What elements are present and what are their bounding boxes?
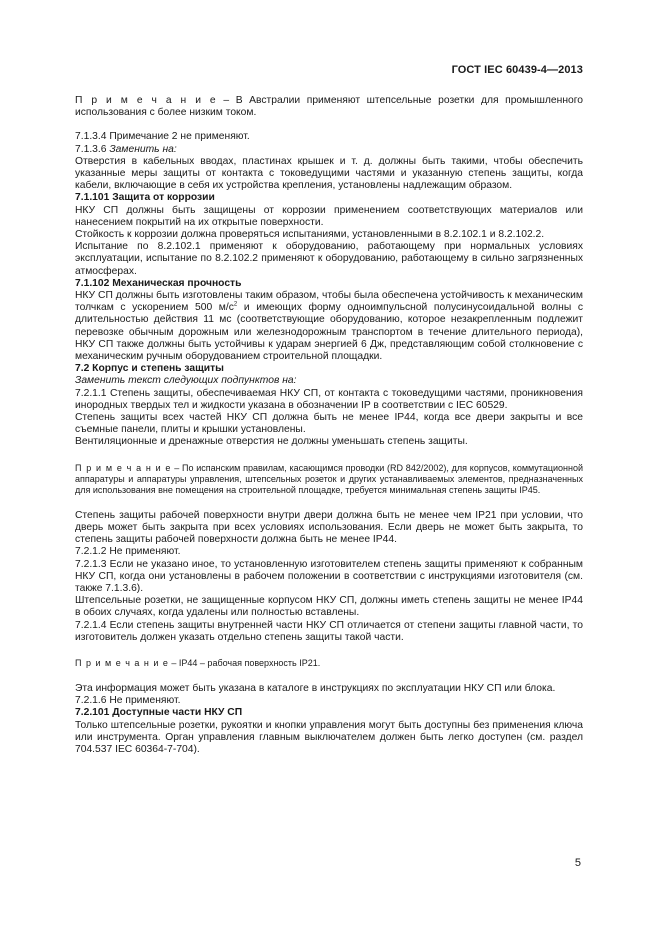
mech-superscript: 2 (233, 301, 238, 308)
note-text: – В Австралии применяют штепсельные розетки для промышленного использования с более низким током. (75, 95, 583, 119)
paragraph-corrosion-2: Стойкость к коррозии должна проверяться испытаниями, установленными в 8.2.102.1 и 8.2.102.2. (75, 229, 545, 241)
heading-7-2-101: 7.2.101 Доступные части НКУ СП (75, 707, 243, 719)
paragraph-corrosion-3: Испытание по 8.2.102.1 применяют к оборудованию, работающему при нормальных условиях эксплуатации, испытание по 8.2.102.2 применяют к оборудованию, работающему в сильно загрязненных атмосферах. (75, 241, 583, 277)
replace-instruction: Заменить текст следующих подпунктов на: (75, 375, 297, 387)
note-label: П р и м е ч а н и е (75, 95, 217, 106)
paragraph-openings: Отверстия в кабельных вводах, пластинах крышек и т. д. должны быть такими, чтобы обеспечить указанные меры защиты от контакта с токоведущими частями и указанную степень защиты, когда кабели, включающие в себя их устройства крепления, установлены надлежащим образом. (75, 155, 583, 192)
heading-7-1-101: 7.1.101 Защита от коррозии (75, 192, 215, 204)
paragraph-ventilation: Вентиляционные и дренажные отверстия не должны уменьшать степень защиты. (75, 436, 468, 448)
mech-text-a: НКУ СП должны быть изготовлены таким образом, чтобы была обеспечена устойчивость к механическим толчкам с ускорением 500 м/с (75, 290, 583, 314)
note-spain (75, 463, 583, 496)
heading-7-1-102: 7.1.102 Механическая прочность (75, 277, 242, 289)
note-text: – IP44 – рабочая поверхность IP21. (168, 657, 321, 668)
clause-7-1-3-4: 7.1.3.4 Примечание 2 не применяют. (75, 131, 250, 143)
note-label: П р и м е ч а н и е (75, 462, 172, 473)
clause-number: 7.1.3.6 (75, 143, 110, 155)
page-number: 5 (574, 857, 581, 869)
paragraph-sockets: Штепсельные розетки, не защищенные корпусом НКУ СП, должны иметь степень защиты не менее IP44 в обоих случаях, когда удалены или полностью вставлены. (75, 595, 583, 619)
paragraph-information: Эта информация может быть указана в каталоге в инструкциях по эксплуатации НКУ СП или блока. (75, 682, 556, 694)
paragraph-mechanical (75, 290, 583, 363)
paragraph-ip44: Степень защиты всех частей НКУ СП должна быть не менее IP44, когда все двери закрыты и все съемные панели, плиты и крышки установлены. (75, 412, 583, 436)
clause-7-2-1-6: 7.2.1.6 Не применяют. (75, 695, 181, 707)
clause-7-2-1-1: 7.2.1.1 Степень защиты, обеспечиваемая НКУ СП, от контакта с токоведущими частями, проникновения инородных твердых тел и жидкости указана в обозначении IP в соответствии с IEC 60529. (75, 387, 583, 411)
note-label: П р и м е ч а н и е (75, 657, 169, 668)
clause-instruction: Заменить на: (109, 143, 177, 155)
clause-7-1-3-6 (75, 144, 583, 156)
heading-7-2: 7.2 Корпус и степень защиты (75, 363, 224, 375)
clause-7-2-1-3: 7.2.1.3 Если не указано иное, то установленную изготовителем степень защиты применяют к собранным НКУ СП, когда они установлены в рабочем положении в соответствии с инструкциями изготовителя (см. также 7.1.3.6). (75, 558, 583, 594)
note-ip44 (75, 658, 583, 669)
clause-7-2-1-4: 7.2.1.4 Если степень защиты внутренней части НКУ СП отличается от степени защиты главной части, то изготовитель должен указать отдельно степень защиты такой части. (75, 619, 583, 643)
note-text: – По испанским правилам, касающимся проводки (RD 842/2002), для корпусов, коммутационной аппаратуры и аппаратуры управления, штепсельных розеток и других устанавливаемых элементов, предназначенных для использования вне помещения на строительной площадке, требуется минимальная степень защиты IP45. (75, 462, 583, 495)
paragraph-corrosion-1: НКУ СП должны быть защищены от коррозии применением соответствующих материалов или нанесением покрытий на их открытые поверхности. (75, 204, 583, 228)
document-body (75, 95, 583, 756)
mech-text-b: и имеющих форму одноимпульсной полусинусоидальной волны с длительностью действия 11 мс (соответствующие оборудованию, которое незакрепленным подлежит перевозке обычным дорожным или железнодорожным транспортом в течение длительного периода), НКУ СП также должны быть устойчивы к ударам энергией 6 Дж, представляющим собой столкновение с механическим ручным оборудованием строительной площадки. (75, 302, 583, 363)
clause-7-2-1-2: 7.2.1.2 Не применяют. (75, 546, 181, 558)
note-australia (75, 95, 583, 119)
document-header: ГОСТ IEC 60439-4—2013 (451, 64, 583, 76)
paragraph-ip21: Степень защиты рабочей поверхности внутри двери должна быть не менее чем IP21 при условии, что дверь может быть закрыта при всех условиях использования. Если дверь не может быть закрыта, то степень защиты рабочей поверхности должна быть не менее IP44. (75, 509, 583, 546)
paragraph-accessible-parts: Только штепсельные розетки, рукоятки и кнопки управления могут быть доступны без применения ключа или инструмента. Орган управления главным выключателем должен быть легко доступен (см. раздел 704.537 IEC 60364-7-704). (75, 719, 583, 755)
